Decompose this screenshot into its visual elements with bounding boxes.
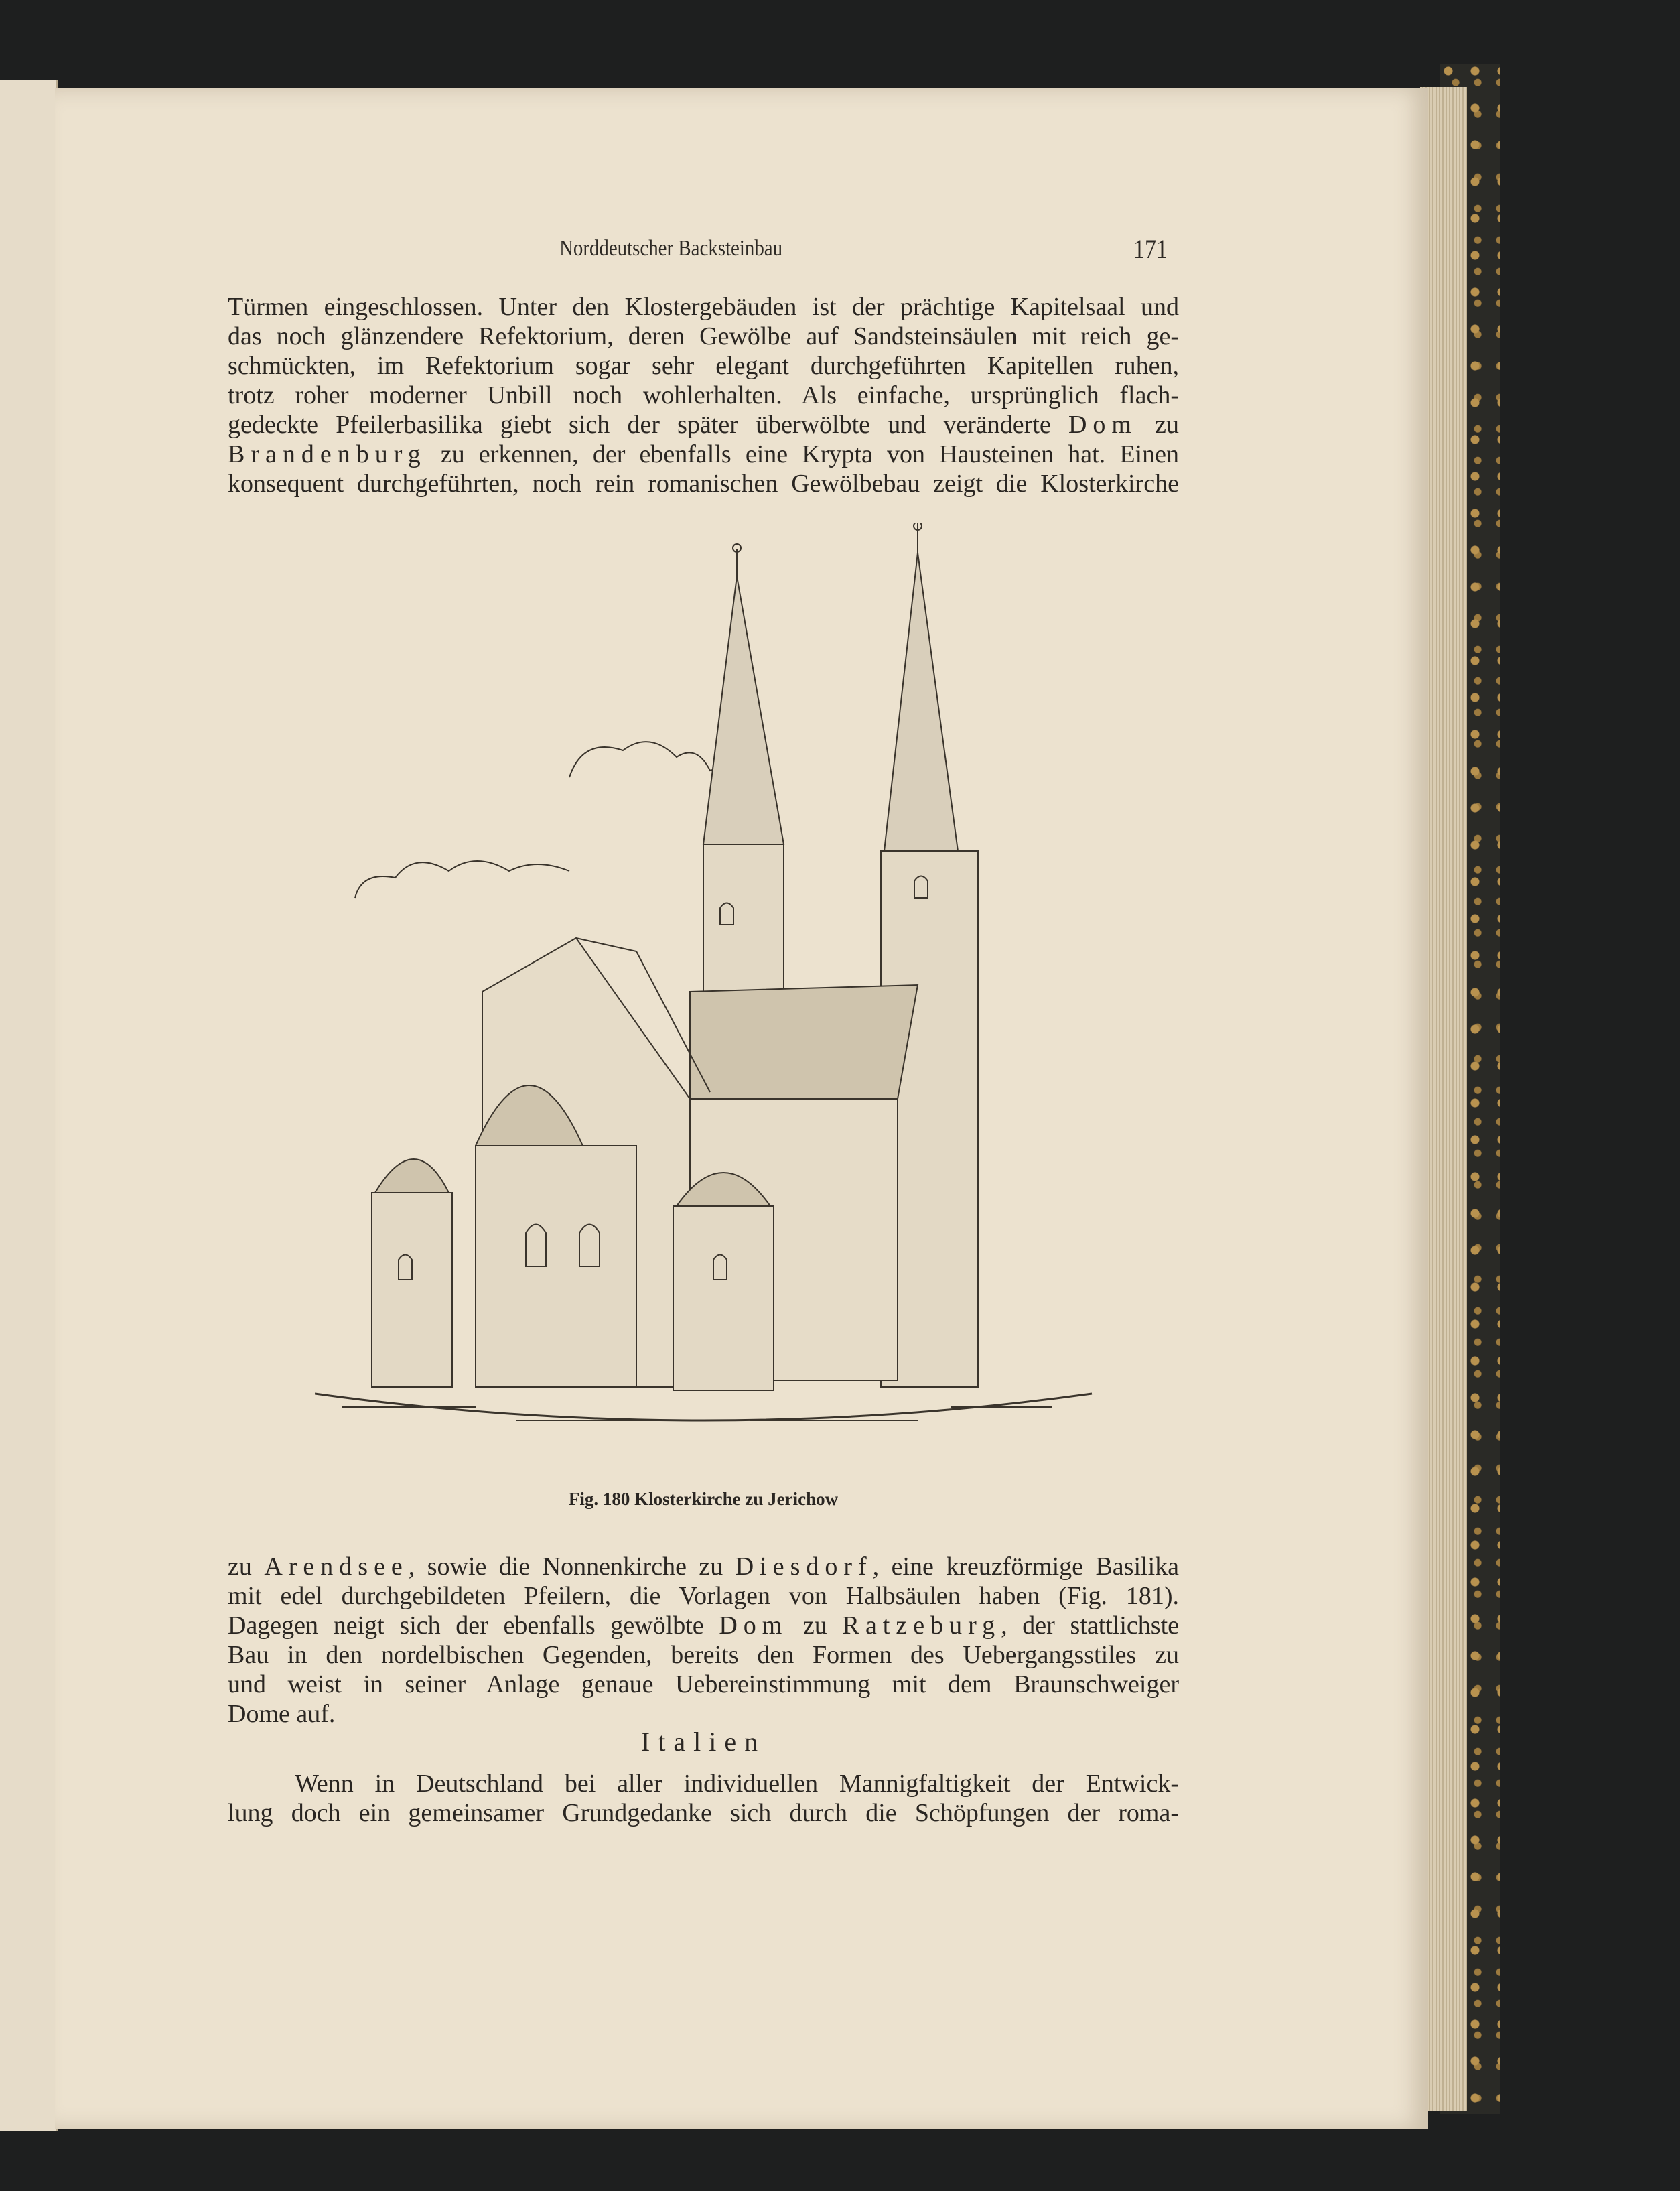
text-run: mit edel durchgebildeten Pfeilern, die Vorlagen von Halbsäulen haben (Fig. 181). bbox=[228, 1582, 1179, 1610]
paragraph-1 bbox=[228, 292, 1179, 499]
facing-page-edge bbox=[0, 80, 58, 2131]
page-number: 171 bbox=[1133, 234, 1168, 264]
spaced-emphasis: Ratzeburg bbox=[842, 1611, 1001, 1640]
running-title: Norddeutscher Backsteinbau bbox=[559, 236, 783, 261]
text-run: trotz roher moderner Unbill noch wohlerhalten. Als einfache, ursprünglich flach- bbox=[228, 381, 1179, 409]
spaced-emphasis: Diesdorf bbox=[735, 1552, 873, 1581]
text-line bbox=[228, 351, 1179, 381]
text-run: zu bbox=[788, 1611, 843, 1640]
text-line bbox=[228, 440, 1179, 469]
text-line bbox=[228, 1581, 1179, 1611]
text-run: gedeckte Pfeilerbasilika giebt sich der später überwölbte und veränderte bbox=[228, 411, 1068, 439]
text-line bbox=[228, 1640, 1179, 1670]
text-run: und weist in seiner Anlage genaue Uebereinstimmung mit dem Braunschweiger bbox=[228, 1670, 1179, 1699]
text-run: Dagegen neigt sich der ebenfalls gewölbte bbox=[228, 1611, 719, 1640]
figure-caption: Fig. 180 Klosterkirche zu Jerichow bbox=[568, 1489, 839, 1509]
text-line bbox=[228, 1670, 1179, 1699]
section-heading: Italien bbox=[640, 1727, 766, 1757]
text-line bbox=[228, 381, 1179, 410]
text-run: , eine kreuzförmige Basilika bbox=[872, 1552, 1179, 1581]
paragraph-3 bbox=[228, 1769, 1179, 1828]
paragraph-2 bbox=[228, 1552, 1179, 1729]
text-run: Dome auf. bbox=[228, 1700, 336, 1728]
text-line bbox=[228, 1769, 1179, 1798]
text-run: lung doch ein gemeinsamer Grundgedanke sich durch die Schöpfungen der roma- bbox=[228, 1799, 1179, 1827]
text-line bbox=[228, 410, 1179, 440]
text-line bbox=[228, 1798, 1179, 1828]
text-run: konsequent durchgeführten, noch rein romanischen Gewölbebau zeigt die Klosterkirche bbox=[228, 470, 1179, 498]
text-line bbox=[228, 1611, 1179, 1640]
spaced-emphasis: Dom bbox=[1068, 411, 1137, 439]
spaced-emphasis: Brandenburg bbox=[228, 440, 427, 468]
spaced-emphasis: Arendsee bbox=[264, 1552, 409, 1581]
text-run: zu erkennen, der ebenfalls eine Krypta von Hausteinen hat. Einen bbox=[426, 440, 1179, 468]
text-run: das noch glänzendere Refektorium, deren Gewölbe auf Sandsteinsäulen mit reich ge- bbox=[228, 322, 1179, 350]
text-run: zu bbox=[1137, 411, 1179, 439]
text-run: Bau in den nordelbischen Gegenden, bereits den Formen des Uebergangsstiles zu bbox=[228, 1641, 1179, 1669]
church-illustration bbox=[315, 523, 1099, 1474]
text-line bbox=[228, 322, 1179, 351]
text-run: , der stattlichste bbox=[1001, 1611, 1179, 1640]
text-line bbox=[228, 292, 1179, 322]
text-line bbox=[228, 1552, 1179, 1581]
text-run: schmückten, im Refektorium sogar sehr elegant durchgeführten Kapitellen ruhen, bbox=[228, 352, 1179, 380]
text-run: Wenn in Deutschland bei aller individuellen Mannigfaltigkeit der Entwick- bbox=[295, 1770, 1179, 1798]
text-run: Türmen eingeschlossen. Unter den Klostergebäuden ist der prächtige Kapitelsaal und bbox=[228, 293, 1179, 321]
text-run: zu bbox=[228, 1552, 265, 1581]
text-line bbox=[228, 469, 1179, 499]
spaced-emphasis: Dom bbox=[719, 1611, 788, 1640]
text-line bbox=[228, 1699, 1179, 1729]
text-run: , sowie die Nonnenkirche zu bbox=[408, 1552, 736, 1581]
